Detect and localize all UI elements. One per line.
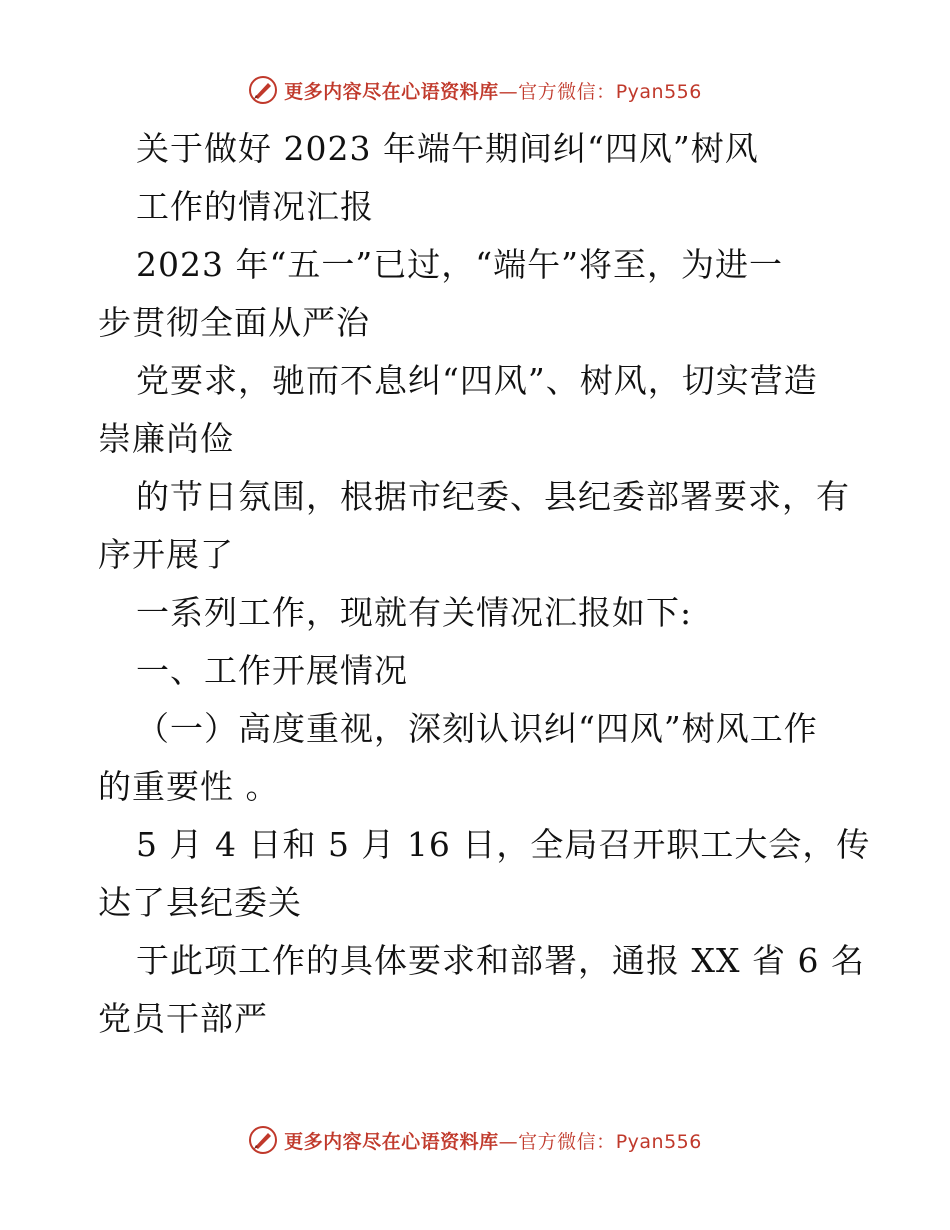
text-line: 崇廉尚俭 — [98, 419, 234, 458]
text-line: 于此项工作的具体要求和部署，通报 XX 省 6 名 — [136, 941, 865, 980]
text-line: 一、工作开展情况 — [136, 651, 408, 690]
header-watermark — [0, 70, 950, 110]
text-line: 党要求，驰而不息纠“四风”、树风，切实营造 — [136, 361, 818, 400]
text-line: 序开展了 — [98, 535, 234, 574]
text-line: （一）高度重视，深刻认识纠“四风”树风工作 — [136, 709, 818, 748]
text-line: 5 月 4 日和 5 月 16 日，全局召开职工大会，传 — [136, 825, 871, 864]
text-line: 步贯彻全面从严治 — [98, 303, 370, 342]
text-line: 的节日氛围，根据市纪委、县纪委部署要求，有 — [136, 477, 850, 516]
document-body — [98, 120, 871, 1048]
footer-watermark — [0, 1120, 950, 1160]
watermark-text: 更多内容尽在心语资料库—官方微信：Pyan556 — [284, 80, 702, 103]
text-line: 的重要性 。 — [98, 767, 280, 806]
text-line: 关于做好 2023 年端午期间纠“四风”树风 — [136, 129, 759, 168]
text-line: 2023 年“五一”已过，“端午”将至，为进一 — [136, 245, 783, 284]
text-line: 工作的情况汇报 — [136, 187, 374, 226]
text-line: 达了县纪委关 — [98, 883, 302, 922]
pen-logo-icon — [248, 75, 278, 105]
text-line: 党员干部严 — [98, 999, 268, 1038]
watermark-text: 更多内容尽在心语资料库—官方微信：Pyan556 — [284, 1130, 702, 1153]
text-line: 一系列工作，现就有关情况汇报如下: — [136, 593, 693, 632]
pen-logo-icon — [248, 1125, 278, 1155]
